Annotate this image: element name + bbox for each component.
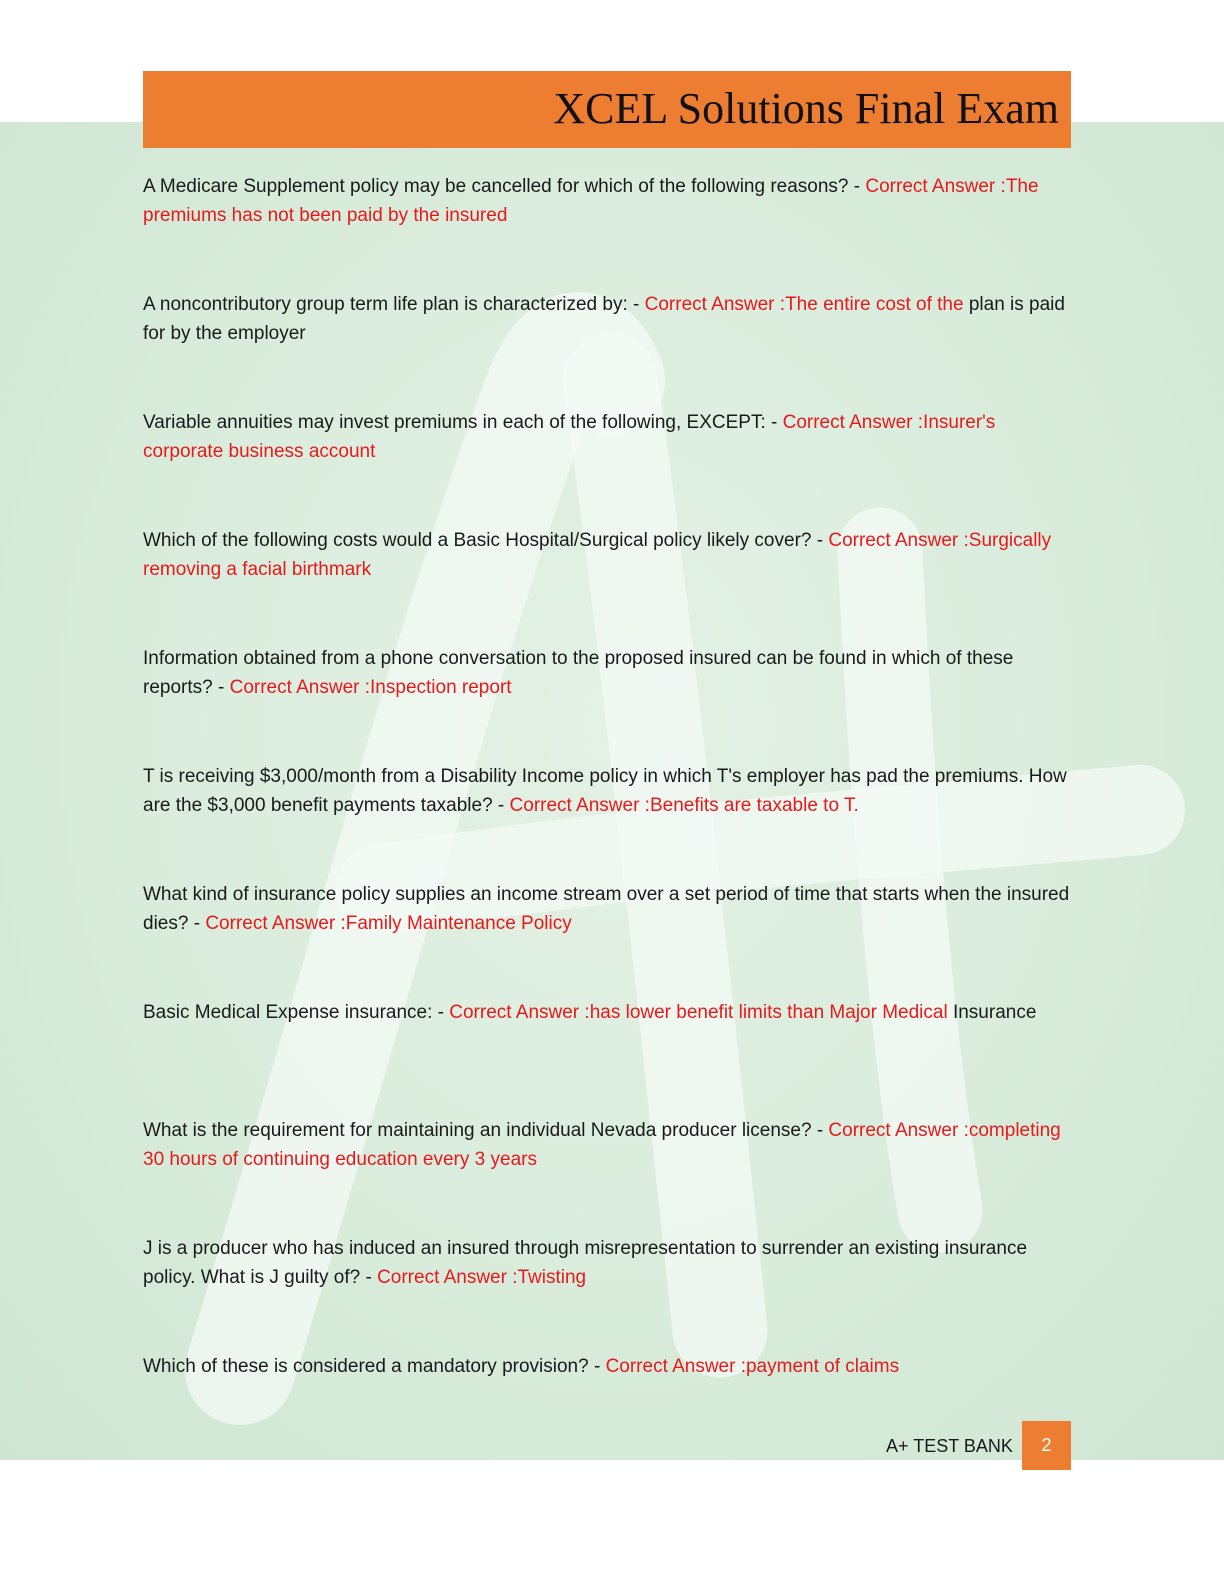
correct-answer: Correct Answer :payment of claims xyxy=(605,1356,900,1377)
correct-answer: Correct Answer :The premiums has not been paid by the insured xyxy=(143,176,1039,226)
question-text: Variable annuities may invest premiums in each of the following, EXCEPT: - xyxy=(143,412,783,433)
question-text: Which of the following costs would a Basic Hospital/Surgical policy likely cover? - xyxy=(143,530,829,551)
correct-answer: Correct Answer :Surgically removing a facial birthmark xyxy=(143,530,1052,580)
correct-answer: Correct Answer :Insurer's corporate business account xyxy=(143,412,996,462)
question-tail: Insurance xyxy=(947,1002,1037,1023)
question-item xyxy=(143,526,1078,644)
question-list xyxy=(143,172,1078,1470)
question-item xyxy=(143,644,1078,762)
page-number: 2 xyxy=(1022,1421,1071,1470)
correct-answer: Correct Answer :completing 30 hours of continuing education every 3 years xyxy=(143,1120,1061,1170)
correct-answer: Correct Answer :The entire cost of the xyxy=(644,294,964,315)
question-item xyxy=(143,762,1078,880)
question-item xyxy=(143,172,1078,290)
correct-answer: Correct Answer :Benefits are taxable to T. xyxy=(509,795,859,816)
question-item xyxy=(143,1234,1078,1352)
question-item xyxy=(143,998,1078,1116)
correct-answer: Correct Answer :has lower benefit limits than Major Medical xyxy=(449,1002,948,1023)
question-text: T is receiving $3,000/month from a Disability Income policy in which T's employer has pad the premiums. How are the $3,000 benefit payments taxable? - xyxy=(143,766,1067,816)
title-bar xyxy=(143,71,1071,148)
question-item xyxy=(143,408,1078,526)
question-text: What is the requirement for maintaining an individual Nevada producer license? - xyxy=(143,1120,829,1141)
correct-answer: Correct Answer :Twisting xyxy=(377,1267,587,1288)
question-text: Which of these is considered a mandatory provision? - xyxy=(143,1356,606,1377)
correct-answer: Correct Answer :Family Maintenance Policy xyxy=(205,913,572,934)
question-item xyxy=(143,290,1078,408)
question-tail: plan is paid for by the employer xyxy=(143,294,1065,344)
question-text: What kind of insurance policy supplies an income stream over a set period of time that starts when the insured dies? - xyxy=(143,884,1070,934)
question-text: Information obtained from a phone conversation to the proposed insured can be found in which of these reports? - xyxy=(143,648,1014,698)
page-title: XCEL Solutions Final Exam xyxy=(553,84,1059,133)
question-text: A Medicare Supplement policy may be cancelled for which of the following reasons? - xyxy=(143,176,866,197)
question-text: J is a producer who has induced an insured through misrepresentation to surrender an existing insurance policy. What is J guilty of? - xyxy=(143,1238,1028,1288)
question-item xyxy=(143,1116,1078,1234)
correct-answer: Correct Answer :Inspection report xyxy=(229,677,512,698)
question-text: A noncontributory group term life plan is characterized by: - xyxy=(143,294,645,315)
question-text: Basic Medical Expense insurance: - xyxy=(143,1002,450,1023)
question-item xyxy=(143,880,1078,998)
footer-label: A+ TEST BANK xyxy=(886,1436,1013,1456)
